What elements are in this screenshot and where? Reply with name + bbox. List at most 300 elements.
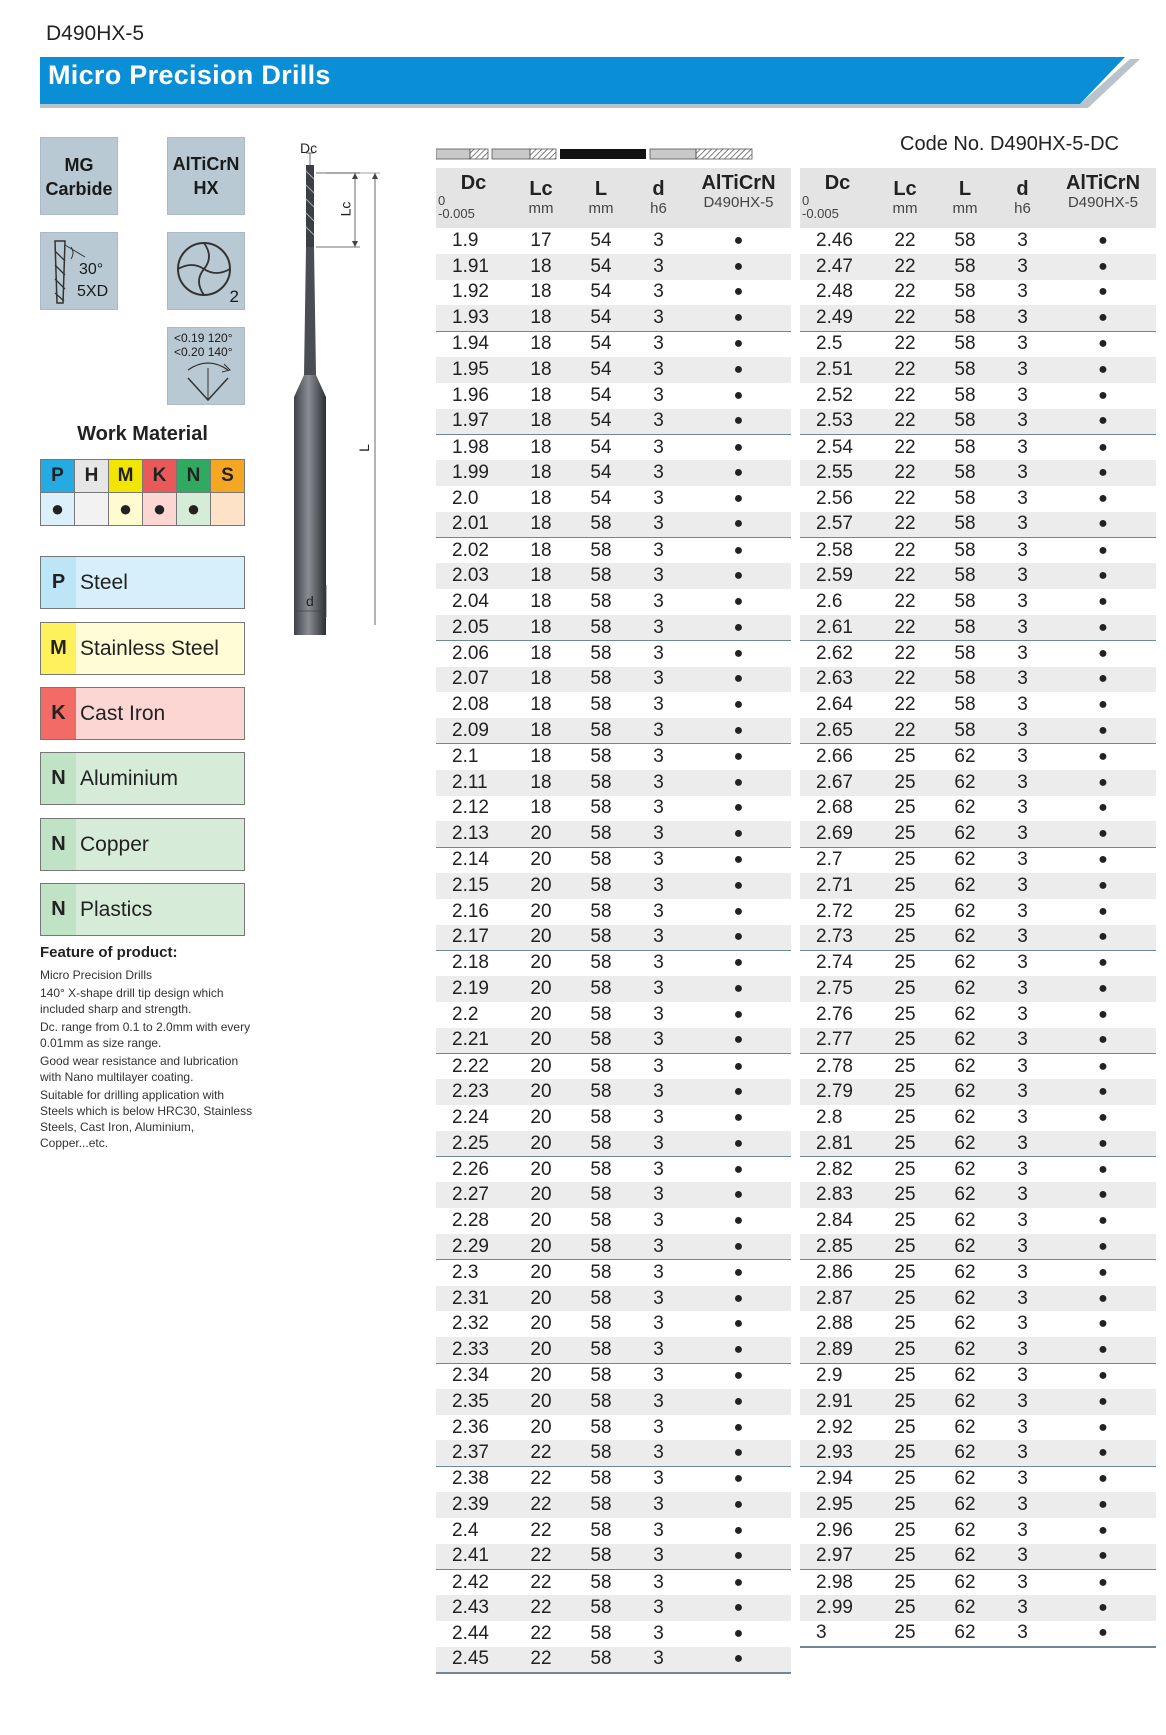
cell-d: 3 [631,718,686,744]
cell-l: 58 [571,512,631,538]
table-row [800,434,1156,460]
table-row [800,692,1156,718]
cell-l: 62 [935,1028,995,1054]
cell-l: 58 [571,1440,631,1466]
d-dimension [294,585,334,620]
cell-availability: ● [733,748,744,766]
cell-lc: 25 [894,1055,916,1077]
cell-l: 58 [571,1182,631,1208]
table-row [800,331,1156,357]
table-row [800,821,1156,847]
table-row [800,1595,1156,1621]
cell-d: 3 [631,1544,686,1570]
cell-availability: ● [1098,1108,1108,1126]
wm-letter-s: S [211,460,245,493]
cell-l: 62 [935,1337,995,1363]
cell-l: 62 [935,1389,995,1415]
cell-lc: 22 [511,1492,571,1518]
material-letter: K [41,688,76,739]
table-row [436,1595,791,1621]
cell-availability: ● [733,283,744,301]
cell-l: 58 [590,1571,612,1593]
title-banner [40,57,1140,107]
cell-lc: 18 [530,281,552,303]
cell-l: 62 [935,1544,995,1570]
cell-lc: 22 [894,384,916,406]
flutes-icon-box [167,232,245,310]
col-lc [875,168,935,228]
cell-lc: 20 [530,1158,552,1180]
d-label: d [652,178,665,200]
cell-l: 58 [590,952,612,974]
cell-lc: 20 [530,1365,552,1387]
cell-availability: ● [686,976,791,1002]
cell-dc: 2.58 [816,539,853,561]
cell-availability: ● [1050,1079,1156,1105]
cell-d: 3 [995,1492,1050,1518]
table-row [800,1518,1156,1544]
wm-letter-n: N [177,460,211,493]
cell-dc: 2.46 [816,229,853,251]
table-row [800,1621,1156,1647]
feature-line: Micro Precision Drills [40,968,153,982]
lc-label: Lc [893,178,917,200]
cell-dc: 2.67 [800,770,875,796]
table-header [436,168,791,228]
cell-d: 3 [653,1262,664,1284]
table-row [436,1131,791,1157]
material-letter: N [41,884,76,935]
cell-dc: 2.36 [452,1416,489,1438]
cell-l: 58 [590,1055,612,1077]
cell-d: 3 [653,436,664,458]
wm-dot-h [75,493,109,526]
cell-l: 62 [954,1313,976,1335]
coating-line2: HX [193,178,219,198]
cell-l: 58 [571,1234,631,1260]
l-unit: mm [588,200,614,217]
table-row [800,796,1156,822]
cell-lc: 20 [511,821,571,847]
cell-l: 62 [954,849,976,871]
cell-lc: 20 [530,1055,552,1077]
cell-lc: 25 [875,1440,935,1466]
dc-tol-lower: -0.005 [802,206,839,221]
cell-d: 3 [631,1337,686,1363]
cell-l: 58 [571,1337,631,1363]
cell-lc: 22 [875,460,935,486]
cell-l: 62 [935,925,995,951]
material-letter: N [41,753,76,804]
table-row [436,1415,791,1441]
cell-l: 54 [571,460,631,486]
cell-lc: 22 [894,642,916,664]
geometry-icon-box [40,232,118,310]
cell-l: 58 [954,229,976,251]
cell-lc: 22 [875,718,935,744]
material-name: Copper [80,832,149,856]
table-row [800,1234,1156,1260]
cell-availability: ● [1098,851,1108,869]
cell-availability: ● [733,696,744,714]
cell-availability: ● [686,1337,791,1363]
cell-availability: ● [733,593,744,611]
cell-lc: 22 [875,615,935,641]
point-line1: <0.19 120° [174,331,233,345]
cell-d: 3 [653,642,664,664]
cell-l: 62 [935,1131,995,1157]
cell-lc: 18 [530,642,552,664]
table-row [800,305,1156,331]
cell-l: 58 [590,1106,612,1128]
cell-lc: 18 [511,460,571,486]
cell-d: 3 [653,1313,664,1335]
wm-dot-k: ● [143,493,177,526]
cell-lc: 20 [511,1337,571,1363]
cell-l: 58 [590,1622,612,1644]
table-row [436,950,791,976]
material-icon-box [40,137,118,215]
table-row [436,615,791,641]
page-title: Micro Precision Drills [48,60,331,90]
cell-lc: 25 [875,1131,935,1157]
cell-dc: 2.96 [816,1519,853,1541]
cell-d: 3 [1017,746,1028,768]
cell-d: 3 [631,770,686,796]
material-aluminium [40,752,245,805]
cell-availability: ● [686,615,791,641]
cell-dc: 2.72 [816,900,853,922]
wm-dot-m: ● [109,493,143,526]
cell-lc: 18 [530,591,552,613]
cell-d: 3 [631,976,686,1002]
cell-d: 3 [1017,952,1028,974]
cell-dc: 2.42 [452,1571,489,1593]
cell-lc: 22 [894,487,916,509]
cell-availability: ● [1098,1573,1108,1591]
cell-availability: ● [733,1057,744,1075]
cell-dc: 2.9 [816,1365,843,1387]
cell-availability: ● [1098,1212,1108,1230]
cell-l: 58 [935,409,995,435]
cell-d: 3 [995,821,1050,847]
cell-dc: 2.73 [800,925,875,951]
cell-dc: 2.08 [452,694,489,716]
cell-lc: 22 [875,305,935,331]
cell-d: 3 [1017,333,1028,355]
cell-d: 3 [995,1286,1050,1312]
cell-d: 3 [1017,694,1028,716]
cell-lc: 20 [511,1028,571,1054]
table-row [436,770,791,796]
material-steel [40,556,245,609]
col-l [571,168,631,228]
cell-d: 3 [995,1595,1050,1621]
table-row [436,1234,791,1260]
cell-l: 62 [954,1571,976,1593]
catalog-code: D490HX-5 [46,22,145,45]
cell-lc: 25 [875,821,935,847]
dc-tol-lower: -0.005 [438,206,475,221]
cell-d: 3 [653,1210,664,1232]
table-row [436,383,791,409]
cell-l: 58 [571,718,631,744]
cell-availability: ● [733,1315,744,1333]
coating-label: AlTiCrN [701,172,776,194]
table-row [800,847,1156,873]
cell-l: 62 [935,1079,995,1105]
cell-dc: 2.81 [800,1131,875,1157]
cell-availability: ● [1098,1264,1108,1282]
table-row [436,718,791,744]
cell-lc: 25 [894,1158,916,1180]
cell-lc: 18 [530,797,552,819]
cell-d: 3 [1017,1519,1028,1541]
cell-lc: 22 [894,281,916,303]
cell-d: 3 [995,1234,1050,1260]
table-row [436,1440,791,1466]
cell-lc: 25 [894,1210,916,1232]
cell-lc: 18 [530,746,552,768]
cell-lc: 22 [511,1647,571,1673]
cell-dc: 2.95 [800,1492,875,1518]
cell-dc: 2.79 [800,1079,875,1105]
cell-lc: 22 [530,1571,552,1593]
dimension-table-right [800,168,1156,1648]
table-row [436,925,791,951]
cell-d: 3 [1017,436,1028,458]
table-row [800,718,1156,744]
cell-d: 3 [631,512,686,538]
table-row [436,1518,791,1544]
table-header [800,168,1156,228]
cell-l: 62 [935,1492,995,1518]
cell-d: 3 [653,1571,664,1593]
table-row [800,228,1156,254]
cell-l: 62 [954,1158,976,1180]
cell-d: 3 [1017,1106,1028,1128]
cell-availability: ● [733,1367,744,1385]
cell-dc: 2.16 [452,900,489,922]
d-unit: h6 [650,200,667,217]
table-row [800,615,1156,641]
cell-l: 62 [954,1365,976,1387]
cell-l: 54 [571,305,631,331]
cell-dc: 2.13 [436,821,511,847]
cell-availability: ● [733,799,744,817]
cell-d: 3 [631,1079,686,1105]
cell-d: 3 [995,512,1050,538]
cell-lc: 25 [894,797,916,819]
l-label: L [958,178,972,200]
table-row [800,925,1156,951]
table-row [436,1389,791,1415]
table-row [436,280,791,306]
table-row [436,1647,791,1673]
cell-availability: ● [1098,489,1108,507]
dim-lc: Lc [337,201,354,217]
table-row [800,1389,1156,1415]
feature-line: Suitable for drilling application with Steels which is below HRC30, Stainless Steels, Cast Iron, Aluminium, Copper...etc. [40,1088,253,1150]
cell-dc: 2.86 [816,1262,853,1284]
material-stainless-steel [40,622,245,675]
cell-l: 58 [590,797,612,819]
cell-dc: 2.22 [452,1055,489,1077]
cell-l: 58 [954,333,976,355]
cell-availability: ● [1098,386,1108,404]
cell-lc: 20 [530,1003,552,1025]
cell-availability: ● [1050,1440,1156,1466]
cell-d: 3 [653,1365,664,1387]
cell-dc: 2.76 [816,1003,853,1025]
cell-dc: 1.96 [452,384,489,406]
table-row [800,589,1156,615]
cell-dc: 2.33 [436,1337,511,1363]
cell-availability: ● [1050,718,1156,744]
cell-d: 3 [631,821,686,847]
cell-lc: 18 [511,563,571,589]
cell-d: 3 [653,1622,664,1644]
cell-availability: ● [686,1595,791,1621]
table-row [800,460,1156,486]
cell-dc: 2.43 [436,1595,511,1621]
cell-l: 62 [954,952,976,974]
material-letter: M [41,623,76,674]
point-icon-box [167,327,245,405]
cell-d: 3 [995,1337,1050,1363]
cell-d: 3 [1017,1571,1028,1593]
cell-l: 54 [571,409,631,435]
cell-d: 3 [995,1131,1050,1157]
cell-dc: 2.88 [816,1313,853,1335]
cell-availability: ● [1098,954,1108,972]
cell-dc: 2.14 [452,849,489,871]
table-row [436,512,791,538]
cell-l: 58 [935,305,995,331]
cell-l: 54 [590,487,612,509]
wm-letter-k: K [143,460,177,493]
cell-dc: 1.95 [436,357,511,383]
cell-lc: 25 [894,849,916,871]
cell-dc: 2.07 [436,667,511,693]
cell-availability: ● [686,770,791,796]
cell-l: 58 [954,539,976,561]
dc-tol-upper: 0 [802,193,810,208]
cell-availability: ● [686,1234,791,1260]
cell-d: 3 [631,615,686,641]
coating-line1: AlTiCrN [172,154,240,174]
cell-dc: 2.28 [452,1210,489,1232]
cell-dc: 2.06 [452,642,489,664]
table-row [800,1208,1156,1234]
cell-dc: 1.9 [452,229,479,251]
cell-l: 58 [954,694,976,716]
cell-availability: ● [1050,925,1156,951]
wm-dot-s [211,493,245,526]
cell-dc: 2.94 [816,1468,853,1490]
cell-lc: 25 [875,976,935,1002]
cell-d: 3 [1017,1262,1028,1284]
cell-d: 3 [995,1182,1050,1208]
dim-d: d [306,593,314,609]
cell-lc: 22 [511,1544,571,1570]
cell-l: 62 [935,1595,995,1621]
cell-d: 3 [995,1028,1050,1054]
cell-availability: ● [686,925,791,951]
cell-l: 62 [954,1106,976,1128]
cell-availability: ● [686,1182,791,1208]
cell-d: 3 [1017,1365,1028,1387]
col-dc [800,168,875,228]
feature-line: Good wear resistance and lubrication with Nano multilayer coating. [40,1054,239,1084]
cell-availability: ● [686,667,791,693]
cell-dc: 2.17 [436,925,511,951]
cell-l: 58 [935,254,995,280]
cell-l: 58 [590,1313,612,1335]
cell-availability: ● [1050,305,1156,331]
drill-drawing [260,135,400,630]
cell-dc: 2.5 [816,333,843,355]
cell-dc: 2.0 [452,487,479,509]
material-copper [40,818,245,871]
table-row [436,899,791,925]
cell-lc: 25 [894,1106,916,1128]
cell-dc: 2.55 [800,460,875,486]
cell-d: 3 [653,487,664,509]
cell-d: 3 [1017,487,1028,509]
cell-d: 3 [653,539,664,561]
table-row [436,1157,791,1183]
cell-lc: 20 [511,1079,571,1105]
cell-l: 58 [935,460,995,486]
table-row [800,1466,1156,1492]
cell-dc: 2.37 [436,1440,511,1466]
cell-lc: 18 [511,615,571,641]
cell-availability: ● [1050,1544,1156,1570]
cell-d: 3 [631,1389,686,1415]
cell-availability: ● [733,644,744,662]
table-row [436,1260,791,1286]
table-row [800,383,1156,409]
material-letter: P [41,557,76,608]
cell-availability: ● [733,438,744,456]
cell-dc: 2.41 [436,1544,511,1570]
cell-lc: 18 [530,539,552,561]
cell-d: 3 [995,460,1050,486]
cell-availability: ● [1050,1182,1156,1208]
cell-availability: ● [733,1470,744,1488]
cell-dc: 2.15 [436,873,511,899]
cell-d: 3 [1017,539,1028,561]
cell-d: 3 [1017,1313,1028,1335]
cell-l: 58 [571,1079,631,1105]
wm-dot-p: ● [41,493,75,526]
cell-lc: 25 [875,1337,935,1363]
cell-l: 58 [935,357,995,383]
cell-availability: ● [1098,799,1108,817]
cell-dc: 2.09 [436,718,511,744]
cell-lc: 18 [530,436,552,458]
cell-availability: ● [686,1286,791,1312]
coating-icon-box [167,137,245,215]
cell-d: 3 [653,1468,664,1490]
cell-lc: 25 [875,925,935,951]
cell-lc: 17 [530,229,552,251]
cell-dc: 2.19 [436,976,511,1002]
cell-lc: 22 [511,1440,571,1466]
cell-lc: 25 [875,1544,935,1570]
cell-l: 58 [935,718,995,744]
